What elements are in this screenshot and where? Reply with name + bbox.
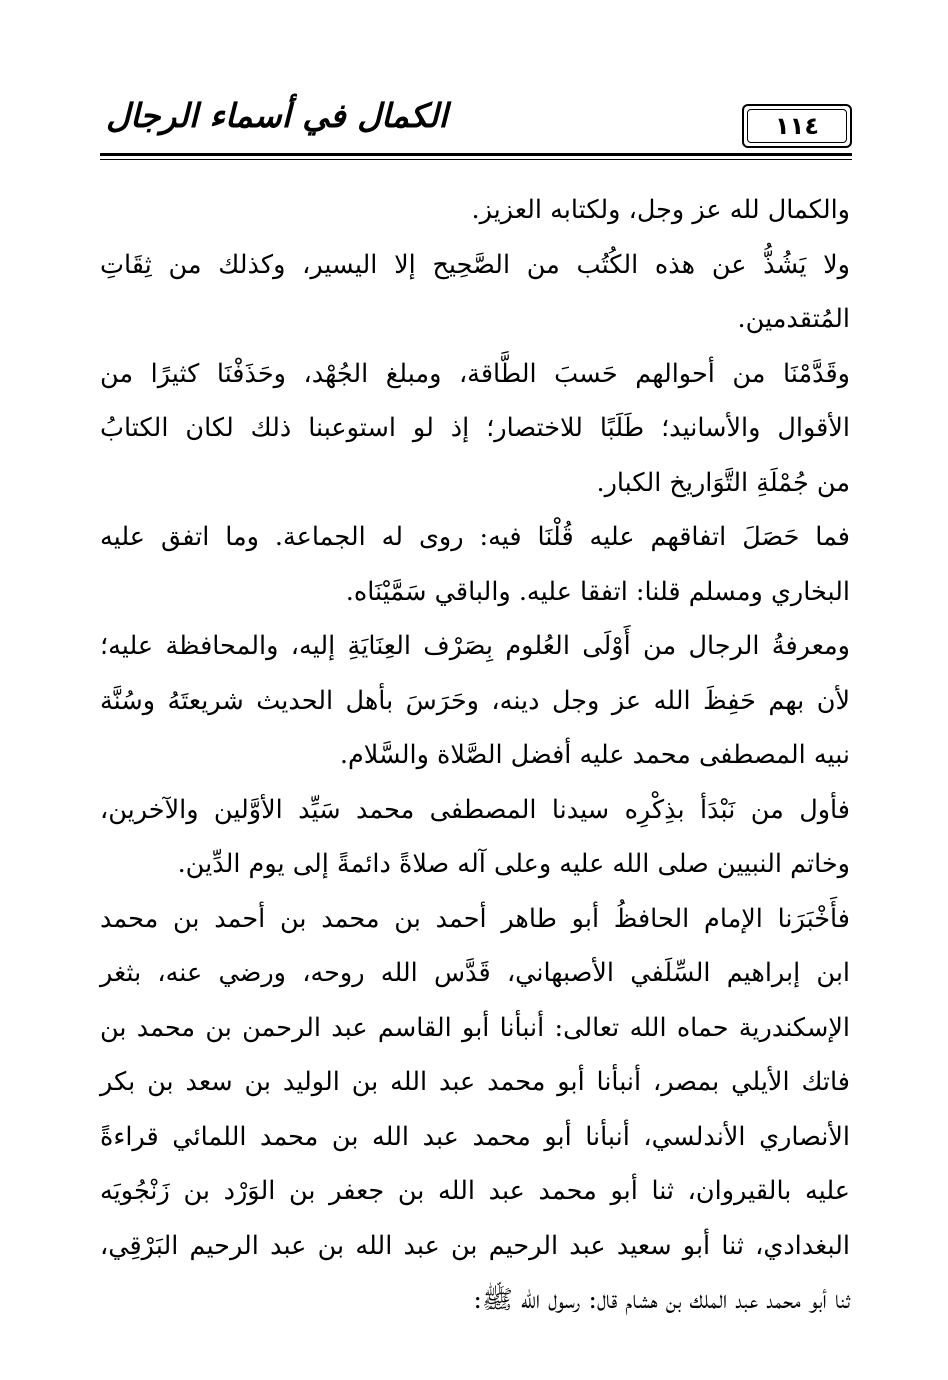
text-line: فما حَصَلَ اتفاقهم عليه قُلْنَا فيه: روى له الجماعة. وما اتفق عليه bbox=[100, 522, 850, 552]
page-number-box bbox=[742, 104, 852, 148]
page-header bbox=[100, 96, 852, 158]
text-line: وقَدَّمْنَا من أحوالهم حَسبَ الطَّاقة، ومبلغ الجُهْد، وحَذَفْنَا كثيرًا من bbox=[100, 358, 850, 389]
header-rule bbox=[100, 153, 852, 156]
page-number: ١١٤ bbox=[775, 112, 819, 140]
text-line: المُتقدمين. bbox=[737, 304, 850, 334]
text-line: وخاتم النبيين صلى الله عليه وعلى آله صلاةً دائمةً إلى يوم الدِّين. bbox=[177, 849, 850, 879]
text-line: فأول من نَبْدَأ بذِكْرِه سيدنا المصطفى محمد سَيِّد الأوَّلين والآخرين، bbox=[100, 794, 850, 825]
text-line: فأَخْبَرَنا الإمام الحافظُ أبو طاهر أحمد بن محمد بن أحمد بن محمد bbox=[100, 903, 850, 934]
text-line: من جُمْلَةِ التَّوَاريخ الكبار. bbox=[596, 467, 850, 498]
text-line: ثنا أبو محمد عبد الملك بن هشام قال: رسول الله ﷺ: bbox=[473, 1285, 850, 1315]
text-line: الأقوال والأسانيد؛ طَلَبًا للاختصار؛ إذ لو استوعبنا ذلك لكان الكتابُ bbox=[100, 413, 850, 443]
text-line: عليه بالقيروان، ثنا أبو محمد عبد الله بن جعفر بن الوَرْد بن زَنْجُويَه bbox=[100, 1176, 850, 1206]
text-line: البخاري ومسلم قلنا: اتفقا عليه. والباقي سَمَّيْنَاه. bbox=[345, 576, 850, 607]
text-line: ابن إبراهيم السِّلَفي الأصبهاني، قَدَّس الله روحه، ورضي عنه، بثغر bbox=[100, 958, 850, 988]
text-line: فاتك الأيلي بمصر، أنبأنا أبو محمد عبد الله بن الوليد بن سعد بن بكر bbox=[100, 1067, 850, 1097]
header-rule-thin bbox=[100, 159, 852, 160]
text-line: الأنصاري الأندلسي، أنبأنا أبو محمد عبد الله بن محمد اللمائي قراءةً bbox=[100, 1121, 850, 1152]
text-line: ولا يَشُذُّ عن هذه الكُتُب من الصَّحِيح إلا اليسير، وكذلك من ثِقَاتِ bbox=[100, 249, 850, 280]
text-line: لأن بهم حَفِظَ الله عز وجل دينه، وحَرَسَ بأهل الحديث شريعتَهُ وسُنَّة bbox=[100, 685, 850, 716]
text-line: والكمال لله عز وجل، ولكتابه العزيز. bbox=[471, 195, 850, 225]
text-line: البغدادي، ثنا أبو سعيد عبد الرحيم بن عبد الله بن عبد الرحيم البَرْقِي، bbox=[100, 1230, 850, 1261]
text-line: الإسكندرية حماه الله تعالى: أنبأنا أبو القاسم عبد الرحمن بن محمد بن bbox=[100, 1012, 850, 1043]
text-line: نبيه المصطفى محمد عليه أفضل الصَّلاة والسَّلام. bbox=[339, 740, 850, 770]
text-line: ومعرفةُ الرجال من أَوْلَى العُلوم بِصَرْف العِنَايَةِ إليه، والمحافظة عليه؛ bbox=[100, 631, 850, 661]
page-body bbox=[100, 183, 850, 1328]
book-title: الكمال في أسماء الرجال bbox=[106, 96, 448, 135]
